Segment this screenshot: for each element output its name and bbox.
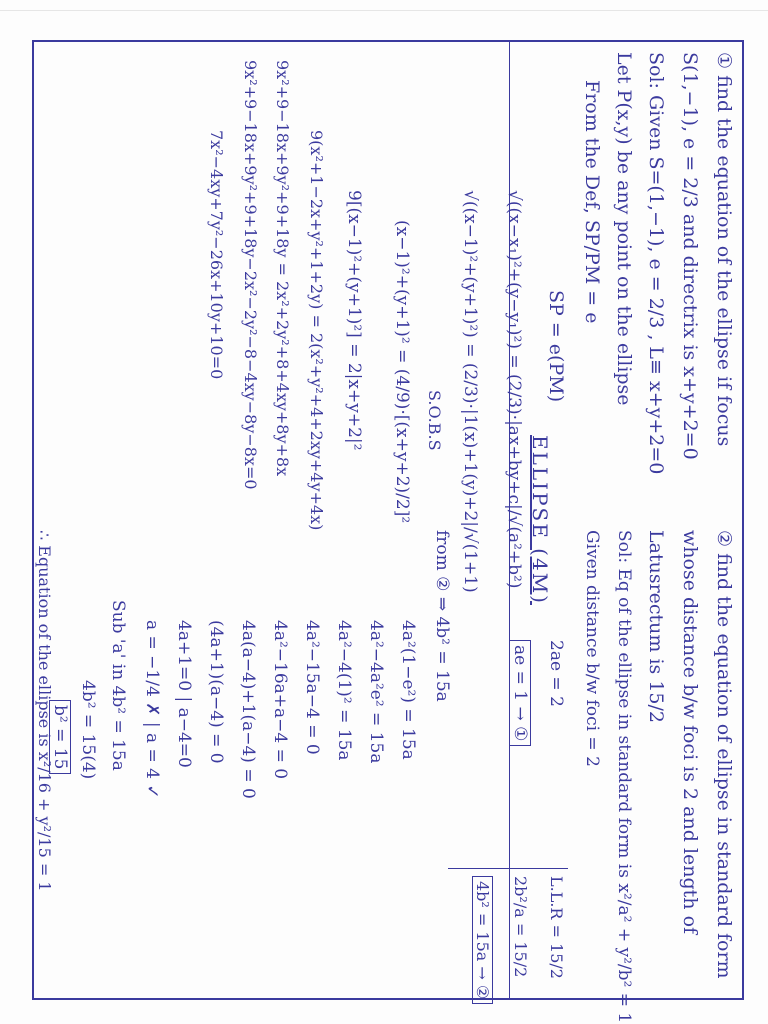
q2-line-8: L.L.R = 15/2 xyxy=(547,876,566,979)
q2-line-5: Given distance b/w foci = 2 xyxy=(582,530,602,767)
q1-line-11: 9[(x−1)²+(y+1)²] = 2|x+y+2|² xyxy=(344,190,364,451)
q2-line-3: Latusrectum is 15/2 xyxy=(645,530,667,723)
q2-line-2: whose distance b/w foci is 2 and length of xyxy=(679,530,701,935)
q2-line-18: (4a+1)(a−4) = 0 xyxy=(206,620,226,764)
q1-line-13: 9x²+9−18x+9y²+9+18y = 2x²+2y²+8+4xy+8y+8x xyxy=(273,60,292,477)
page-border xyxy=(32,40,744,1000)
q2-line-1: ② find the equation of ellipse in standard form xyxy=(713,530,735,979)
side-calc-separator xyxy=(448,868,568,869)
q2-line-11: from ② ⇒ 4b² = 15a xyxy=(432,530,452,702)
q1-line-10: (x−1)²+(y+1)² = (4/9)·[(x+y+2)/2]² xyxy=(392,220,412,524)
q2-line-15: 4a²−15a−4 = 0 xyxy=(302,620,322,755)
page-title: ELLIPSE (4M) xyxy=(528,435,552,605)
q2-line-16: 4a²−16a+a−4 = 0 xyxy=(270,620,290,780)
q1-line-2: S(1,−1), e = 2/3 and directrix is x+y+2=0 xyxy=(679,52,701,460)
q2-line-17: 4a(a−4)+1(a−4) = 0 xyxy=(238,620,258,799)
q1-line-1: ① find the equation of the ellipse if focus xyxy=(713,52,735,447)
q2-line-12: 4a²(1−e²) = 15a xyxy=(398,620,418,760)
q2-line-20: a = −1/4 ✗ | a = 4 ✓ xyxy=(142,620,162,799)
q1-line-12: 9(x²+1−2x+y²+1+2y) = 2(x²+y²+4+2xy+4y+4x) xyxy=(307,130,326,531)
q2-line-4: Sol: Eq of the ellipse in standard form is x²/a² + y²/b² = 1 xyxy=(614,530,634,1024)
q1-line-6: SP = e(PM) xyxy=(545,290,567,403)
boxed-4b2: 4b² = 15a → ② xyxy=(472,876,493,1004)
q2-line-10 xyxy=(470,876,494,1004)
q2-line-22: 4b² = 15(4) xyxy=(78,680,98,780)
q1-line-9: S.O.B.S xyxy=(425,390,444,451)
q2-line-13: 4a²−4a²e² = 15a xyxy=(366,620,386,764)
q1-line-3: Sol: Given S=(1,−1), e = 2/3 , L≡ x+y+2=0 xyxy=(645,52,667,475)
q1-line-5: From the Def, SP/PM = e xyxy=(581,80,603,324)
rotated-notes xyxy=(32,40,744,1024)
q2-line-19: 4a+1=0 | a−4=0 xyxy=(174,620,194,768)
boxed-ae: ae = 1 → ① xyxy=(509,640,531,746)
q2-line-6: 2ae = 2 xyxy=(546,640,566,707)
q1-line-7: √((x−x₁)²+(y−y₁)²) = (2/3)·|ax+by+c|/√(a²+b²) xyxy=(504,190,524,589)
q1-line-14: 9x²+9−18x+9y²+9+18y−2x²−2y²−8−4xy−8y−8x=0 xyxy=(241,60,260,490)
q1-line-4: Let P(x,y) be any point on the ellipse xyxy=(613,52,635,406)
q2-line-21: Sub 'a' in 4b² = 15a xyxy=(108,600,128,771)
q2-line-14: 4a²−4(1)² = 15a xyxy=(334,620,354,761)
q2-line-9: 2b²/a = 15/2 xyxy=(511,876,530,978)
q1-line-15: 7x²−4xy+7y²−26x+10y+10=0 xyxy=(207,130,226,380)
q2-line-7 xyxy=(508,640,532,746)
q1-line-8: √((x−1)²+(y+1)²) = (2/3)·|1(x)+1(y)+2|/√(1+1) xyxy=(460,190,480,593)
scan-edge xyxy=(0,10,768,11)
boxed-b2: b² = 15 xyxy=(49,700,71,774)
q2-line-24: ∴ Equation of the ellipse is x²/16 + y²/15 = 1 xyxy=(35,530,54,892)
